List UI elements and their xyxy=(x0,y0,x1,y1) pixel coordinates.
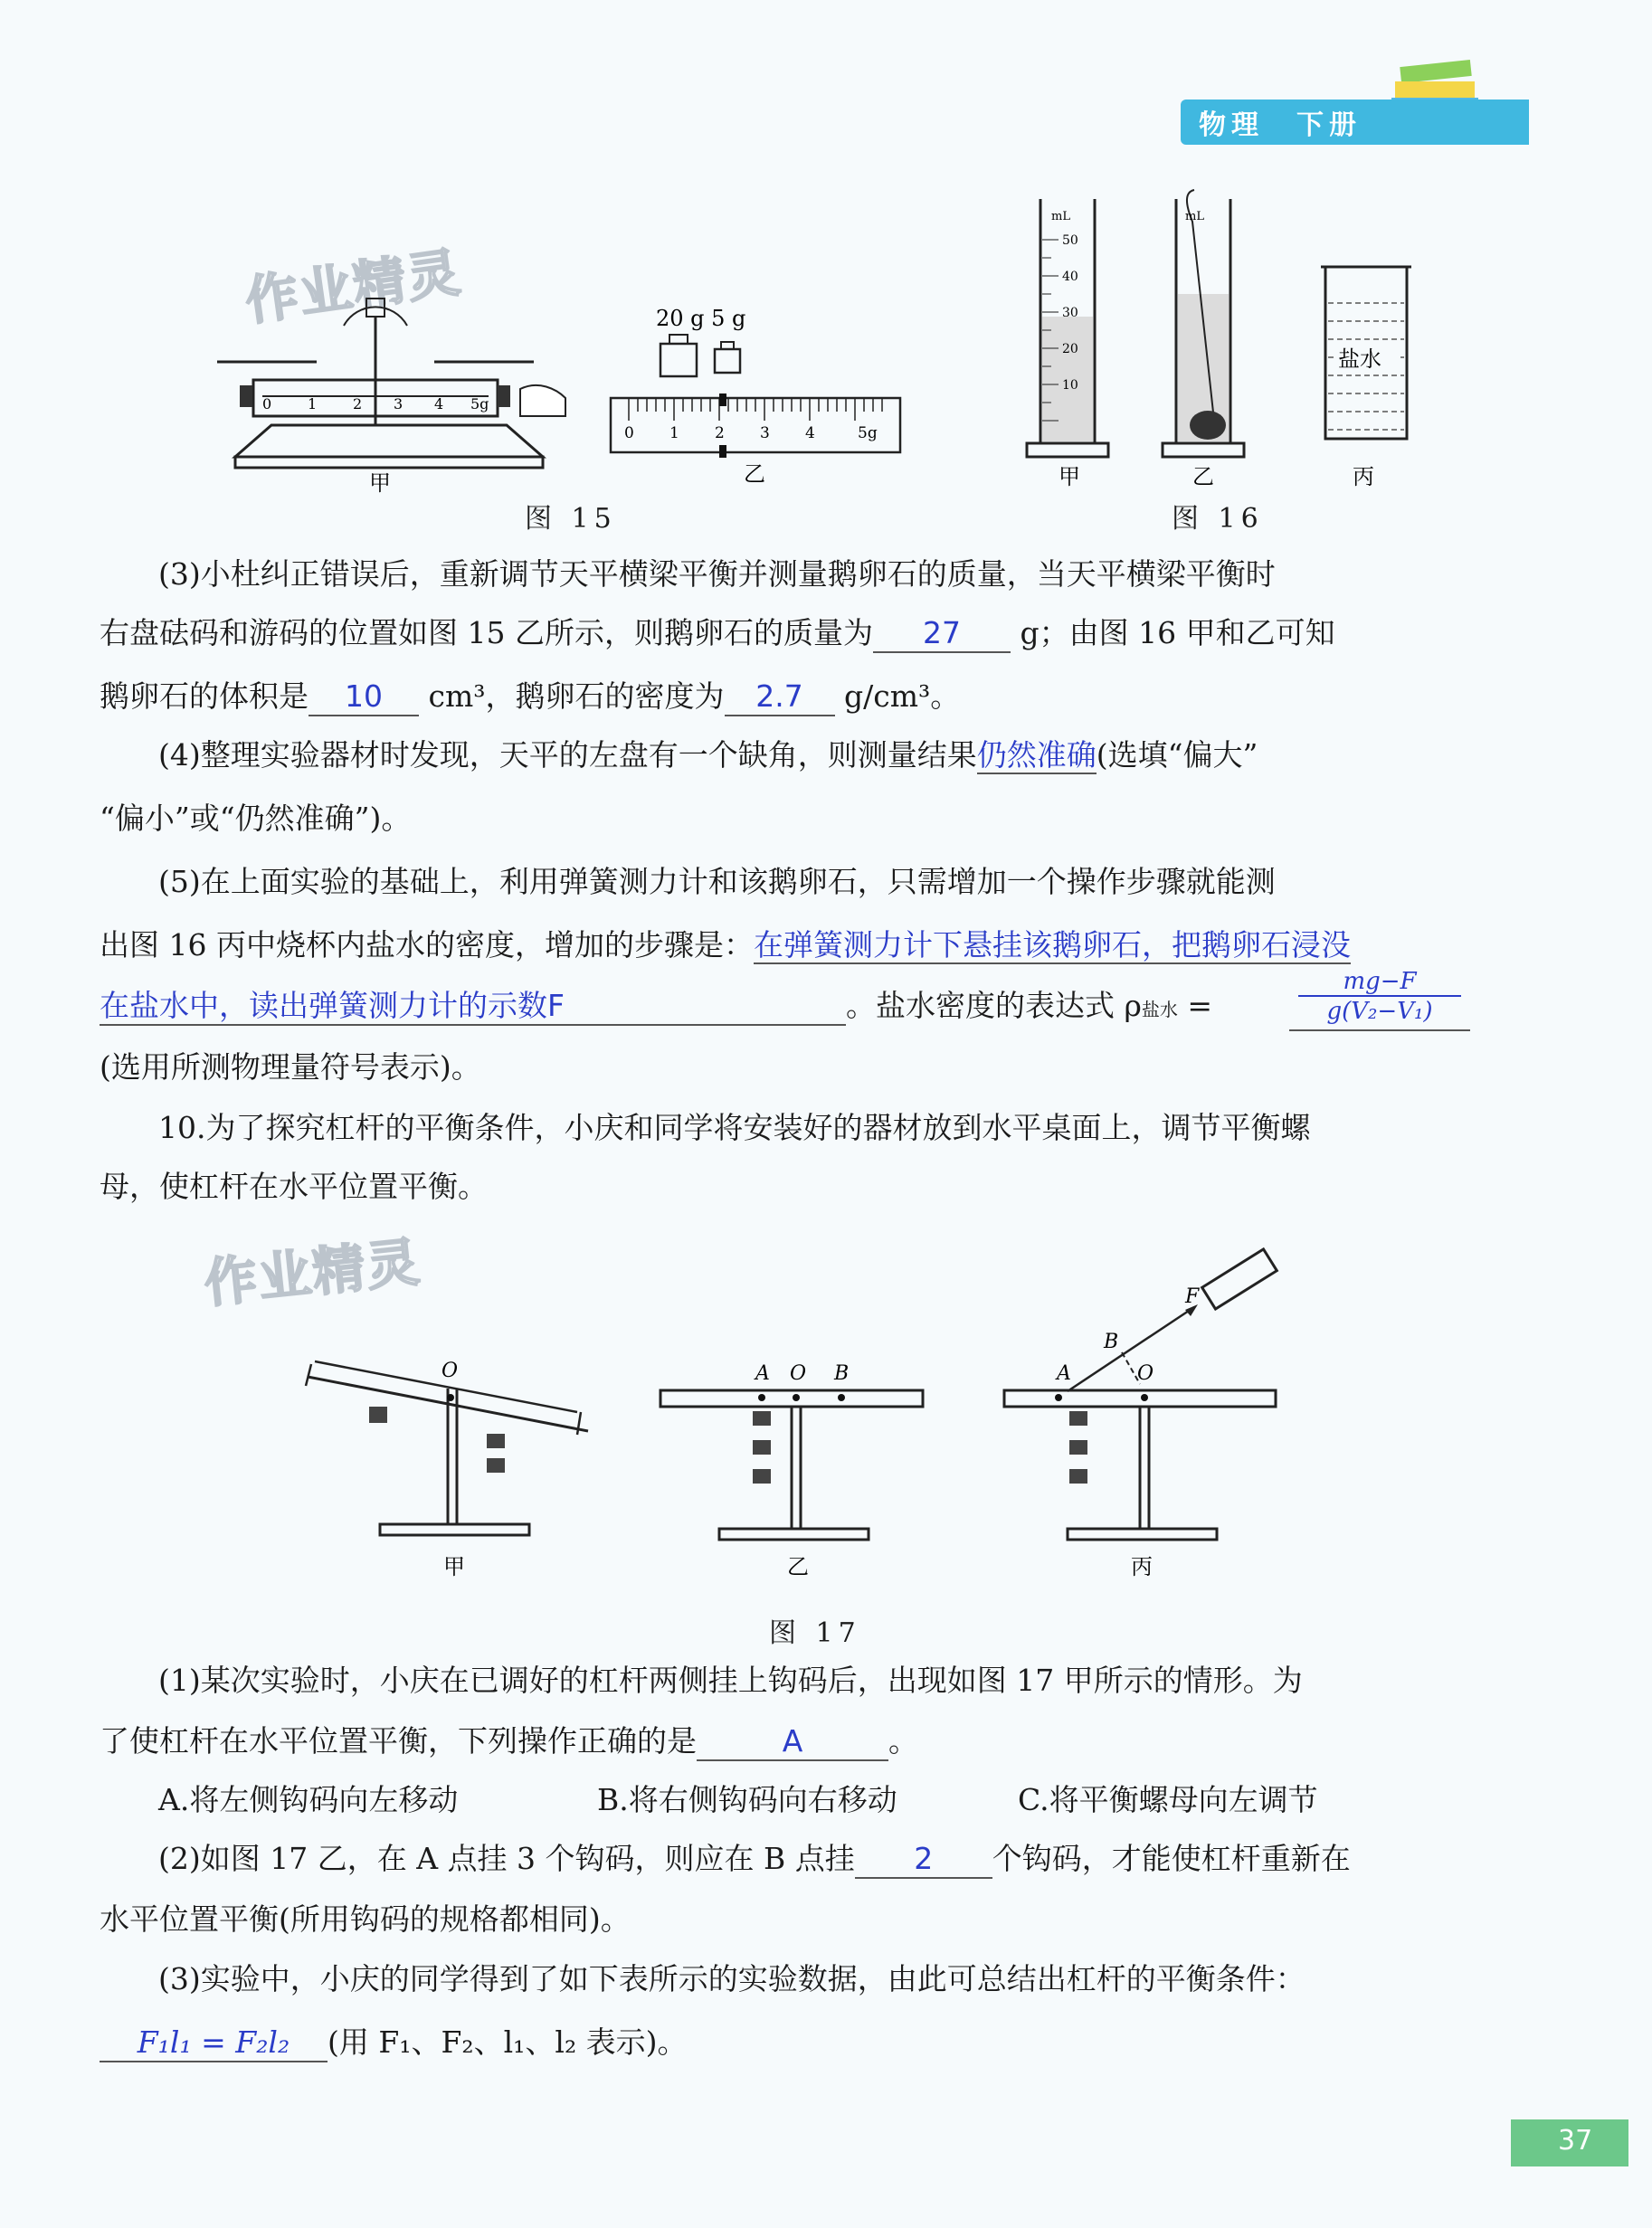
fig15-label-yi: 乙 xyxy=(744,461,765,487)
answer-hook-count: 2 xyxy=(855,1841,992,1879)
formula-denominator: g(V₂−V₁) xyxy=(1298,995,1461,1026)
fig17-bing-point-O: O xyxy=(1137,1362,1154,1385)
q10-p1-option-b: B.将右侧钩码向右移动 xyxy=(597,1782,897,1817)
fig16-label-bing: 丙 xyxy=(1353,464,1374,489)
fig17-yi-point-B: B xyxy=(834,1362,850,1385)
cylinder-yi xyxy=(1163,190,1244,457)
watermark-top: 作业精灵 xyxy=(242,241,466,333)
fig16-tick-20: 20 xyxy=(1062,342,1078,356)
answer-mass: 27 xyxy=(873,615,1011,653)
formula-numerator: mg−F xyxy=(1343,968,1417,995)
svg-text:0: 0 xyxy=(262,395,272,412)
q10-p2-line1: (2)如图 17 乙，在 A 点挂 3 个钩码，则应在 B 点挂 2 个钩码，才能使杠杆重新在 xyxy=(158,1841,1570,1879)
fig16-label-yi: 乙 xyxy=(1192,464,1214,489)
fig16-beaker-label: 盐水 xyxy=(1338,346,1381,372)
q9-p5-line2: 出图 16 丙中烧杯内盐水的密度，增加的步骤是：在弹簧测力计下悬挂该鹅卵石，把鹅卵石浸没 xyxy=(100,927,1351,962)
page-number: 37 xyxy=(1558,2125,1593,2157)
svg-text:4: 4 xyxy=(434,395,444,412)
svg-text:5g: 5g xyxy=(470,395,489,412)
fig17-bing-point-A: A xyxy=(1057,1362,1071,1385)
fig17-label-yi: 乙 xyxy=(787,1554,809,1579)
fig17-jia-point-O: O xyxy=(441,1360,459,1382)
fig17-label-bing: 丙 xyxy=(1131,1554,1153,1579)
salt-density-formula xyxy=(1298,968,1461,1031)
fig16-tick-50: 50 xyxy=(1062,233,1078,248)
q9-p3-line1: (3)小杜纠正错误后，重新调节天平横梁平衡并测量鹅卵石的质量，当天平横梁平衡时 xyxy=(158,556,1276,592)
q10-p1-option-a: A.将左侧钩码向左移动 xyxy=(158,1782,459,1817)
figure-17 xyxy=(290,1230,1312,1592)
fig15-scale-tick-0: 0 xyxy=(624,424,634,442)
figure-16 xyxy=(1022,185,1457,493)
lever-bing xyxy=(1004,1249,1277,1540)
fig15-label-jia: 甲 xyxy=(369,470,391,496)
svg-text:1: 1 xyxy=(308,395,318,412)
svg-text:3: 3 xyxy=(394,395,404,412)
q9-p5-line4: (选用所测物理量符号表示)。 xyxy=(100,1049,481,1085)
answer-measurement-result: 仍然准确 xyxy=(976,737,1097,773)
q10-p1-line2: 了使杠杆在水平位置平衡，下列操作正确的是 A 。 xyxy=(100,1723,1511,1761)
q10-p1-option-c: C.将平衡螺母向左调节 xyxy=(1018,1782,1318,1817)
fig15-ruler-ticks xyxy=(629,398,882,421)
q9-p4-line2: “偏小”或“仍然准确”)。 xyxy=(100,801,412,836)
q10-intro-line1: 10.为了探究杠杆的平衡条件，小庆和同学将安装好的器材放到水平桌面上，调节平衡螺 xyxy=(158,1110,1311,1145)
book-label: 物理 下册 xyxy=(1199,109,1362,141)
fig17-label-jia: 甲 xyxy=(443,1554,465,1579)
q10-p3-line1: (3)实验中，小庆的同学得到了如下表所示的实验数据，由此可总结出杠杆的平衡条件： xyxy=(158,1961,1305,1996)
svg-text:mL: mL xyxy=(1051,210,1070,223)
svg-text:mL: mL xyxy=(1185,210,1204,223)
svg-text:2: 2 xyxy=(353,395,363,412)
balance-scale-drawing xyxy=(217,299,565,468)
fig16-tick-10: 10 xyxy=(1062,378,1078,393)
q9-p4-line1: (4)整理实验器材时发现，天平的左盘有一个缺角，则测量结果仍然准确(选填“偏大” xyxy=(158,737,1258,773)
answer-lever-operation: A xyxy=(697,1723,888,1761)
watermark-middle: 作业精灵 xyxy=(201,1230,424,1315)
fig15-scale-tick-4: 4 xyxy=(805,424,815,442)
fig15-scale-tick-1: 1 xyxy=(669,424,679,442)
q10-p1-line1: (1)某次实验时，小庆在已调好的杠杆两侧挂上钩码后，出现如图 17 甲所示的情形。为 xyxy=(158,1663,1303,1698)
answer-step-part1: 在弹簧测力计下悬挂该鹅卵石，把鹅卵石浸没 xyxy=(753,927,1351,962)
fig16-label-jia: 甲 xyxy=(1059,464,1080,489)
lever-yi xyxy=(660,1390,923,1540)
fig15-scale-tick-5: 5g xyxy=(858,424,878,442)
fig15-scale-tick-2: 2 xyxy=(715,424,725,442)
q10-p3-line2: F₁l₁ = F₂l₂ (用 F₁、F₂、l₁、l₂ 表示)。 xyxy=(100,2024,1511,2062)
answer-density: 2.7 xyxy=(725,678,835,716)
fig17-bing-force-F: F xyxy=(1185,1285,1200,1308)
answer-balance-condition: F₁l₁ = F₂l₂ xyxy=(100,2024,328,2062)
q10-p2-line2: 水平位置平衡(所用钩码的规格都相同)。 xyxy=(100,1901,631,1937)
answer-step-part2: 在盐水中，读出弹簧测力计的示数F xyxy=(100,988,846,1026)
q10-intro-line2: 母，使杠杆在水平位置平衡。 xyxy=(100,1169,488,1204)
fig15-caption: 图 15 xyxy=(525,503,617,535)
fig17-yi-point-A: A xyxy=(755,1362,770,1385)
fig16-tick-40: 40 xyxy=(1062,270,1078,284)
page-number-tab xyxy=(1511,2119,1628,2166)
q9-p5-line1: (5)在上面实验的基础上，利用弹簧测力计和该鹅卵石，只需增加一个操作步骤就能测 xyxy=(158,864,1276,899)
fig17-caption: 图 17 xyxy=(769,1617,861,1649)
fig16-caption: 图 16 xyxy=(1172,503,1264,535)
figure-15 xyxy=(208,289,914,498)
answer-volume: 10 xyxy=(309,678,419,716)
q9-p5-line3: 在盐水中，读出弹簧测力计的示数F 。盐水密度的表达式 ρ盐水 = xyxy=(100,988,1511,1028)
q9-p3-line2: 右盘砝码和游码的位置如图 15 乙所示，则鹅卵石的质量为 27 g；由图 16 甲和乙可知 xyxy=(100,615,1511,653)
fig15-scale-tick-3: 3 xyxy=(760,424,770,442)
fig17-bing-point-B: B xyxy=(1104,1331,1119,1353)
q9-p3-line3: 鹅卵石的体积是 10 cm³，鹅卵石的密度为 2.7 g/cm³。 xyxy=(100,678,1511,716)
fig15-weights-label: 20 g 5 g xyxy=(656,306,746,331)
fig17-yi-point-O: O xyxy=(790,1362,807,1385)
rho-subscript: 盐水 xyxy=(1141,999,1178,1020)
lever-jia xyxy=(306,1361,588,1535)
fig16-tick-30: 30 xyxy=(1062,306,1078,320)
